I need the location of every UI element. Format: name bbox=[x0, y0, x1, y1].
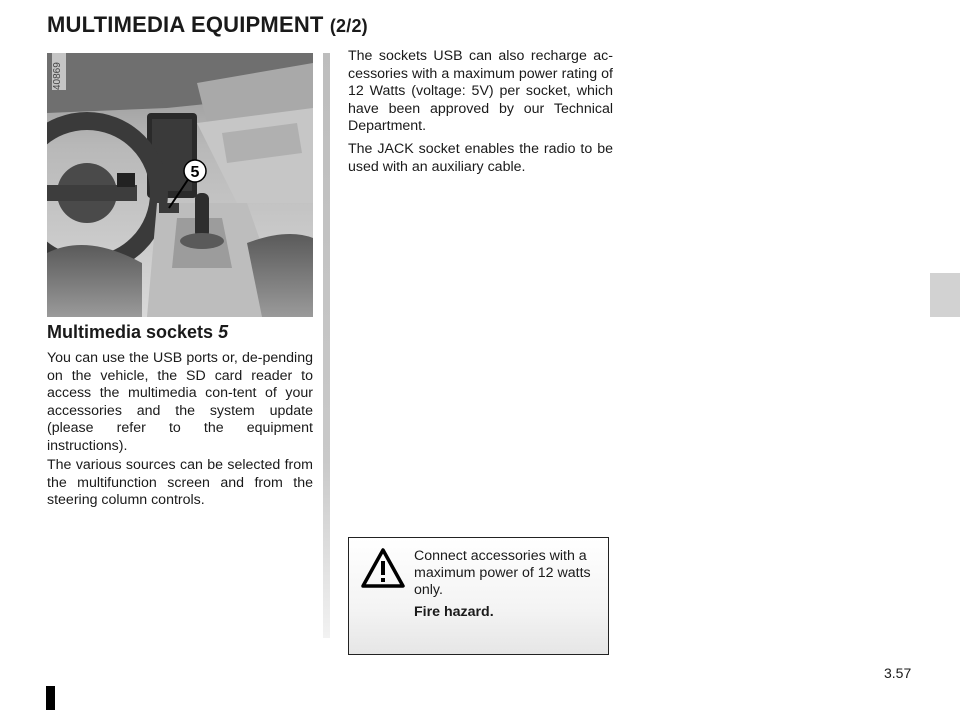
chapter-tab bbox=[930, 273, 960, 317]
dashboard-photo bbox=[47, 53, 313, 317]
page-number: 3.57 bbox=[884, 665, 912, 681]
page-title-suffix: (2/2) bbox=[329, 16, 368, 36]
left-paragraph-2: The various sources can be selected from the multifunction screen and from the steering column controls. bbox=[47, 457, 313, 509]
figure-reference: 40869 bbox=[52, 52, 66, 90]
warning-text: Connect accessories with a maximum power of 12 watts only. bbox=[414, 548, 591, 598]
corner-mark bbox=[46, 686, 55, 710]
section-heading-ref: 5 bbox=[218, 322, 229, 342]
page-title-text: MULTIMEDIA EQUIPMENT bbox=[47, 12, 324, 37]
dashboard-illustration bbox=[47, 53, 313, 317]
column-divider bbox=[323, 53, 330, 638]
page-title bbox=[47, 12, 368, 38]
section-heading bbox=[47, 322, 228, 343]
section-heading-text: Multimedia sockets bbox=[47, 322, 214, 342]
left-paragraph-1: You can use the USB ports or, de-pending on the vehicle, the SD card reader to access the multimedia con-tent of your accessories and the system update (please refer to the equipment instructions). bbox=[47, 350, 313, 454]
callout-number: 5 bbox=[190, 164, 200, 181]
right-paragraph-1: The sockets USB can also recharge ac-cessories with a maximum power rating of 12 Watts (voltage: 5V) per socket, which have been approved by our Technical Department. bbox=[348, 48, 613, 135]
right-paragraph-2: The JACK socket enables the radio to be used with an auxiliary cable. bbox=[348, 141, 613, 175]
warning-box bbox=[348, 537, 609, 655]
warning-emphasis: Fire hazard. bbox=[414, 604, 494, 620]
warning-triangle-icon bbox=[361, 548, 405, 588]
